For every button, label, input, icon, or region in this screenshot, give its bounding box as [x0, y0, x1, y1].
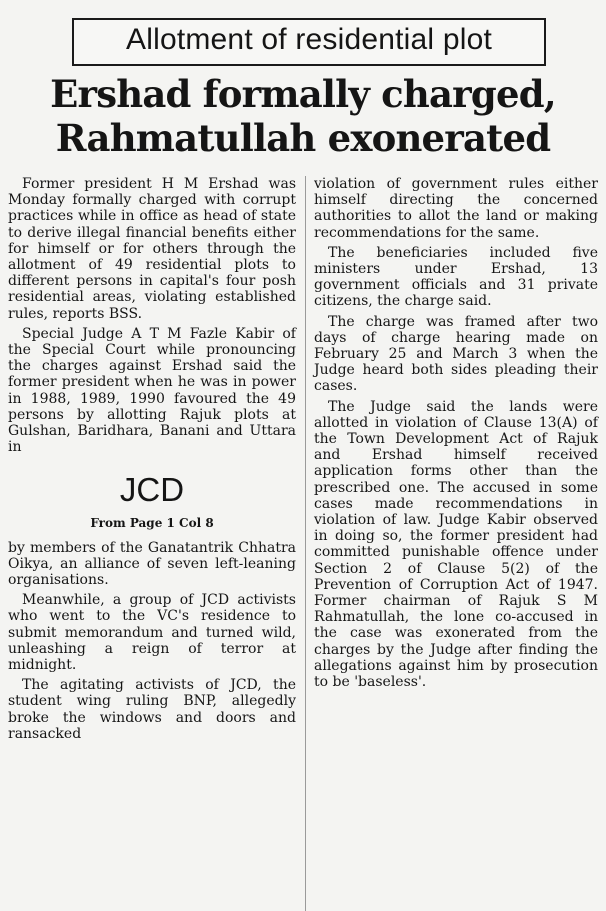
right-column	[314, 176, 598, 694]
jcd-paragraph: by members of the Ganatantrik Chhatra Oikya, an alliance of seven left-leaning organisations.	[8, 539, 296, 589]
jcd-heading: JCD	[119, 471, 185, 509]
kicker: Allotment of residential plot	[126, 23, 492, 56]
jcd-continuation-note: From Page 1 Col 8	[90, 516, 214, 531]
headline-line-1: Ershad formally charged,	[50, 72, 556, 116]
article-paragraph: The charge was framed after two days of charge hearing made on February 25 and March 3 when the Judge heard both sides pleading their cases.	[314, 313, 598, 395]
jcd-paragraph: Meanwhile, a group of JCD activists who went to the VC's residence to submit memorandum and turned wild, unleashing a reign of terror at midnight.	[8, 592, 296, 674]
headline-line-2: Rahmatullah exonerated	[55, 116, 551, 160]
article-paragraph: The Judge said the lands were allotted in violation of Clause 13(A) of the Town Development Act of Rajuk and Ershad himself received application forms other than the prescribed one. The accused in some cases made recommendations in violation of law. Judge Kabir observed in doing so, the former president had committed punishable offence under Section 2 of Clause 5(2) of the Prevention of Corruption Act of 1947. Former chairman of Rajuk S M Rahmatullah, the lone co-accused in the case was exonerated from the charges by the Judge after finding the allegations against him by prosecution to be 'baseless'.	[314, 398, 598, 691]
headline	[10, 72, 596, 160]
article-paragraph: The beneficiaries included five ministers under Ershad, 13 government officials and 31 private citizens, the charge said.	[314, 244, 598, 310]
kicker-box	[72, 18, 546, 66]
article-paragraph: violation of government rules either himself directing the concerned authorities to allot the land or making recommendations for the same.	[314, 176, 598, 241]
article-paragraph: Special Judge A T M Fazle Kabir of the Special Court while pronouncing the charges against Ershad said the former president when he was in power in 1988, 1989, 1990 favoured the 49 persons by allotting Rajuk plots at Gulshan, Baridhara, Banani and Uttara in	[8, 325, 296, 456]
jcd-paragraph: The agitating activists of JCD, the student wing ruling BNP, allegedly broke the windows and doors and ransacked	[8, 677, 296, 742]
left-column	[8, 176, 296, 746]
column-divider	[305, 176, 306, 911]
article-paragraph: Former president H M Ershad was Monday formally charged with corrupt practices while in office as head of state to derive illegal financial benefits either for himself or for others through the allotment of 49 residential plots to different persons in capital's four posh residential areas, violating established rules, reports BSS.	[8, 176, 296, 322]
